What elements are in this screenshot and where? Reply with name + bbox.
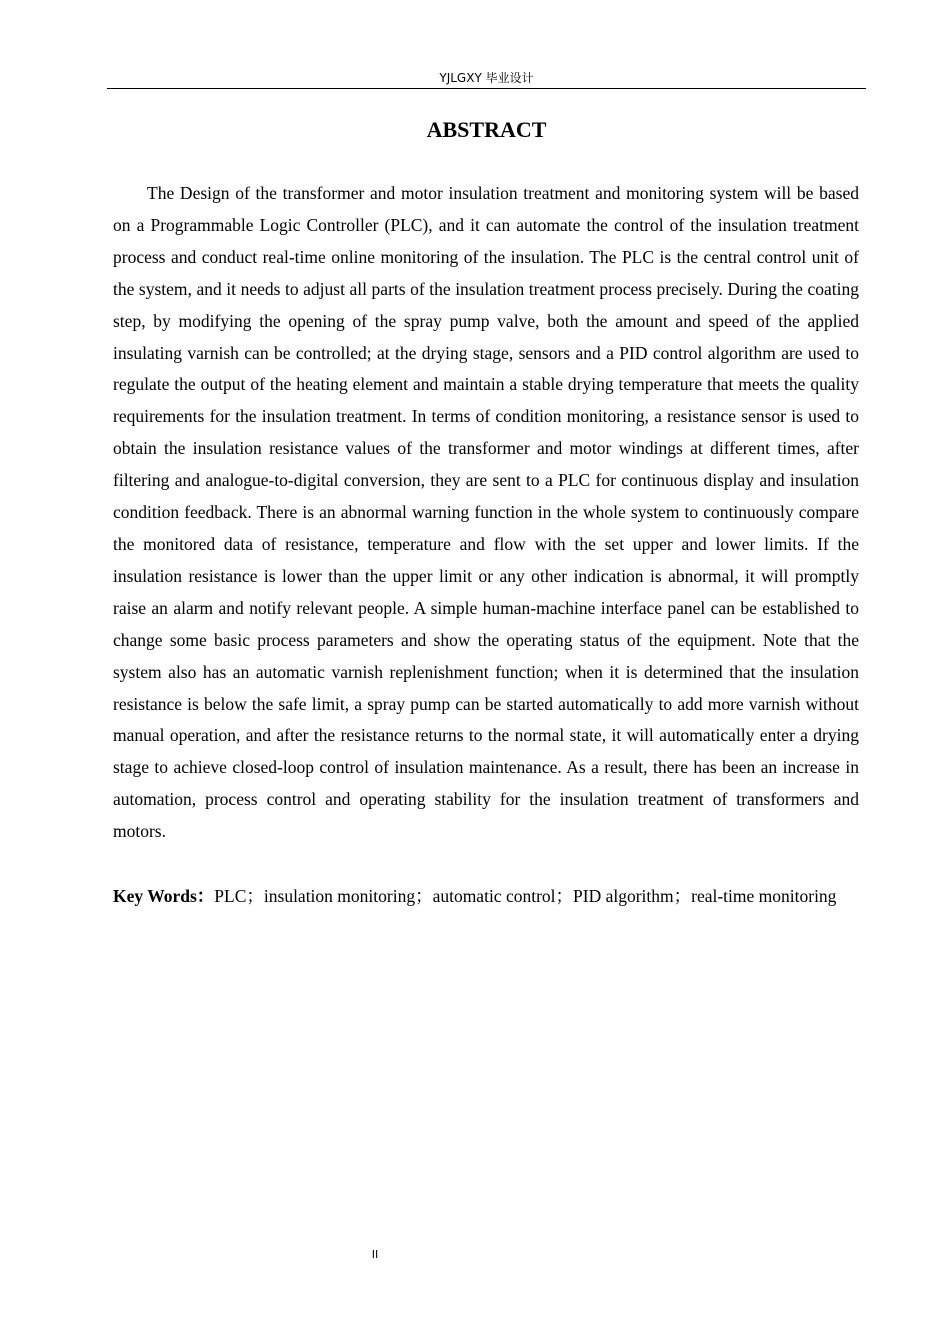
abstract-title: ABSTRACT (426, 117, 547, 142)
keywords-label: Key Words： (113, 886, 215, 906)
abstract-body: The Design of the transformer and motor insulation treatment and monitoring system will be based on a Programmable Logic Controller (PLC), and it can automate the control of the insulation treatment process and conduct real-time online monitoring of the insulation. The PLC is the central control unit of the system, and it needs to adjust all parts of the insulation treatment process precisely. During the coating step, by modifying the opening of the spray pump valve, both the amount and speed of the applied insulating varnish can be controlled; at the drying stage, sensors and a PID control algorithm are used to regulate the output of the heating element and maintain a stable drying temperature that meets the quality requirements for the insulation treatment. In terms of condition monitoring, a resistance sensor is used to obtain the insulation resistance values of the transformer and motor windings at different times, after filtering and analogue-to-digital conversion, they are sent to a PLC for continuous display and insulation condition feedback. There is an abnormal warning function in the whole system to continuously compare the monitored data of resistance, temperature and flow with the set upper and lower limits. If the insulation resistance is lower than the upper limit or any other indication is abnormal, it will promptly raise an alarm and notify relevant people. A simple human-machine interface panel can be established to change some basic process parameters and show the operating status of the equipment. Note that the system also has an automatic varnish replenishment function; when it is determined that the insulation resistance is below the safe limit, a spray pump can be started automatically to add more varnish without manual operation, and after the resistance returns to the normal state, it will automatically enter a drying stage to achieve closed-loop control of insulation maintenance. As a result, there has been an increase in automation, process control and operating stability for the insulation treatment of transformers and motors. (113, 183, 859, 842)
page-header: YJLGXY 毕业设计 (439, 71, 534, 85)
header-divider (107, 88, 866, 89)
keywords (113, 881, 859, 913)
keywords-value: PLC；insulation monitoring；automatic control；PID algorithm；real-time monitoring (214, 886, 837, 906)
page-number: II (371, 1248, 379, 1261)
